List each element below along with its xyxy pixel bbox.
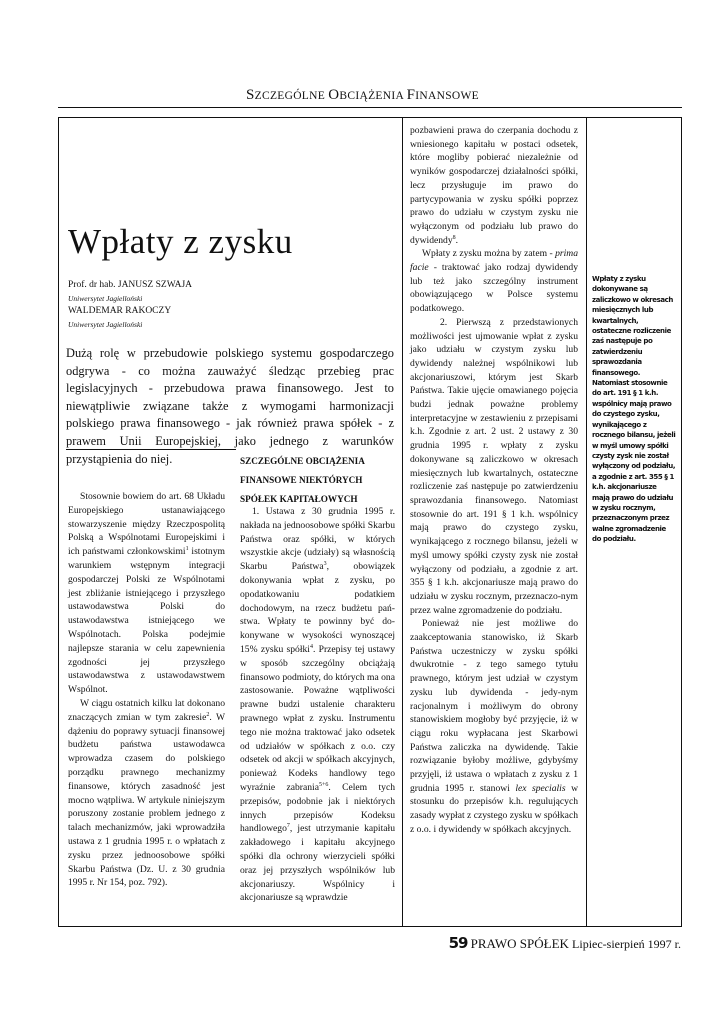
paragraph: pozbawieni prawa do czerpania dochodu z wniesionego kapitału w postaci odsetek, które mogliby pobierać niezależnie od wyników gospodarczej działalności spółki, lecz przysługuje im prawo do partycypowania w zysku spółki poprzez prawo do udziału w czystym zysku nie wyłączonym od podziału lub prawo do dywidendy$^8$. [410, 125, 578, 246]
journal-name: PRAWO SPÓŁEK [470, 936, 569, 951]
paragraph: Wpłaty z zysku można by zatem - prima facie - traktować jako rodzaj dywidendy lub też jako szczególny instrument obowiązującego w Polsce systemu podatkowego. [410, 248, 578, 315]
paragraph: 2. Pierwszą z przedstawionych możliwości jest ujmowanie wpłat z zysku jako udziału w czystym zysku lub dywidendy należnej wspólnikowi lub akcjonariuszowi, którym jest Skarb Państwa. Takie ujęcie omawianego pojęcia budzi jednak poważne problemy interpretacyjne w zestawieniu z przepisami k.h. Zgodnie z art. 2 ust. 2 ustawy z 30 grudnia 1995 r. wpłaty z zysku dokonywane są zaliczkowo w okresach miesięcznych lub kwartalnych, ostateczne rozliczenie zaś następuje po zatwierdzeniu sprawozdania finansowego. Natomiast stosownie do art. 191 § 1 k.h. wspólnicy mają prawo do czystego zysku, wynikającego z rocznego bilansu, jeżeli w myśl umowy spółki czysty zysk nie został wyłączony od podziału, a zgodnie z art. 355 § 1 k.h. akcjonariusze mają prawo do udziału w zysku rocznym, przeznaczo-nym przez walne zgromadzenie do podziału. [410, 316, 578, 616]
column-2 [240, 505, 395, 905]
footnote-ref: 7 [286, 823, 290, 830]
paragraph: Stosownie bowiem do art. 68 Układu Europejskiego ustanawiającego stowarzyszenie między Rzeczpospolitą Polską a Wspólnotami Europejskimi i ich państwami członkowskimi$^1$ istotnym warunkiem wstępnym integracji gospodarczej Polski ze Wspólnotami jest zbliżanie istniejącego i przyszłego ustawodawstwa Polski do ustawodawstwa istniejącego we Wspólnotach. Polska podejmie najlepsze starania w celu zapewnienia zgodności jej przyszłego ustawodawstwa z ustawodawstwem Wspólnot. [68, 491, 225, 696]
article-lead: Dużą rolę w przebudowie polskiego systemu gospodarczego odgrywa - co można zauważyć śledząc przebieg prac legislacyjnych - przebudowa prawa finansowego. Jest to niewątpliwie związane także z wymogami harmonizacji polskiego prawa finansowego - jak również prawa spółek - z prawem Unii Europejskiej, jako jednego z warunków przystąpienia do niej. [66, 346, 394, 466]
lead-rule [66, 449, 236, 450]
header-part: SZCZEGÓLNE [246, 87, 329, 103]
section-heading [240, 452, 392, 509]
author-affiliation: Uniwersytet Jagielloński [68, 320, 143, 329]
author-name: Prof. dr hab. JANUSZ SZWAJA [68, 280, 193, 290]
footnote-ref: 8 [452, 234, 456, 241]
author-affiliation: Uniwersytet Jagielloński [68, 294, 143, 303]
footnote-ref: 5+6 [318, 781, 329, 788]
author-name: WALDEMAR RAKOCZY [68, 306, 172, 316]
column-3 [410, 124, 578, 837]
header-part: FINANSOWE [406, 87, 479, 103]
column-1 [68, 490, 225, 890]
footnote-ref: 4 [309, 643, 313, 650]
header-part: OBCIĄŻENIA [328, 87, 407, 103]
paragraph: W ciągu ostatnich kilku lat dokonano znaczących zmian w tym zakresie$^2$. W dążeniu do poprawy sytuacji finansowej budżetu państwa ustawodawca wprowadza czasem do polskiego porządku prawnego mechanizmy finansowe, których zasadność jest mocno wątpliwa. W artykule niniejszym poruszony zostanie problem jednego z talach mechanizmów, jaki wprowadziła ustawa z 1 grudnia 1995 r. o wpłatach z zysku przez jednoosobowe spółki Skarbu Państwa (Dz. U. z 30 grudnia 1995 r. Nr 154, poz. 792). [68, 697, 225, 889]
page-number: 59 [448, 934, 468, 952]
section-heading-line: SPÓŁEK KAPITAŁOWYCH [240, 494, 358, 504]
footnote-ref: 2 [206, 711, 210, 718]
paragraph: 1. Ustawa z 30 grudnia 1995 r. nakłada na jednoosobowe spółki Skarbu Państwa oraz spółki, w których wszystkie akcje (udziały) są własnością Skarbu Państwa$^3$, obowiązek dokonywania wpłat z zysku, po opodatkowaniu podatkiem dochodowym, na rzecz budżetu pań-stwa. Wpłaty te powinny być do-konywane w wysokości wynoszącej 15% zysku spółki$^4$. Przepisy tej ustawy w sposób szczególny obciążają finansowo podmioty, do których ma ona zastosowanie. Poważne wątpliwości prawne budzi ustalenie charakteru prawnego wpłat z zysku. Instrumentu tego nie można traktować jako odsetek od udziałów w spółkach z o.o. czy odsetek od akcji w spółkach akcyjnych, ponieważ Kodeks handlowy tego wyraźnie zabrania$^{5+6}$. Celem tych przepisów, podobnie jak i niektórych innych przepisów Kodeksu handlowego$^7$, jest utrzymanie kapitału zakładowego i kapitału akcyjnego spółki dla ochrony wierzycieli spółki oraz jej przyszłych wspólników lub akcjonariuszy. Wspólnicy i akcjonariusze są wprawdzie [240, 506, 395, 904]
footnote-ref: 3 [323, 561, 327, 567]
sidebar-divider [586, 117, 587, 927]
sidebar-pull-quote: Wpłaty z zysku dokonywane są zaliczkowo w okresach miesięcznych lub kwartalnych, ostateczne rozliczenie zaś następuje po zatwierdzeniu sprawozdania finansowego. Natomiast stosownie do art. 191 § 1 k.h. wspólnicy mają prawo do czystego zysku, wynikającego z rocznego bilansu, jeżeli w myśl umowy spółki czysty zysk nie został wyłączony od podziału, a zgodnie z art. 355 § 1 k.h. akcjonariusze mają prawo do udziału w zysku rocznym, przeznaczonym przez walne zgromadzenie do podziału. [592, 275, 676, 544]
section-heading-line: FINANSOWE NIEKTÓRYCH [240, 475, 363, 485]
running-header [0, 87, 725, 104]
article-title: Wpłaty z zysku [68, 222, 293, 261]
page-footer [449, 934, 681, 952]
paragraph: Ponieważ nie jest możliwe do zaakceptowania stanowisko, iż Skarb Państwa uczestniczy w zysku spółki dwukrotnie - z tego samego tytułu prawnego, którym jest udział w czystym zysku lub dywidenda - jedy-nym racjonalnym i możliwym do obrony stanowiskiem mogłoby być przyjęcie, iż w ciągu roku wypłacana jest Skarbowi Państwa zaliczka na dywidendę. Takie rozwiązanie byłoby możliwe, gdybyśmy przyjęli, iż ustawa o wpłatach z zysku z 1 grudnia 1995 r. stanowi lex specialis w stosunku do przepisów k.h. regulujących zasady wypłat z czystego zysku w spółkach z o.o. i dywidendy w spółkach akcyjnych. [410, 618, 579, 835]
section-heading-line: SZCZEGÓLNE OBCIĄŻENIA [240, 456, 365, 466]
issue-date: Lipiec-sierpień 1997 r. [572, 937, 681, 951]
header-rule [58, 107, 682, 108]
column-divider [402, 117, 403, 927]
footnote-ref: 1 [185, 546, 189, 552]
